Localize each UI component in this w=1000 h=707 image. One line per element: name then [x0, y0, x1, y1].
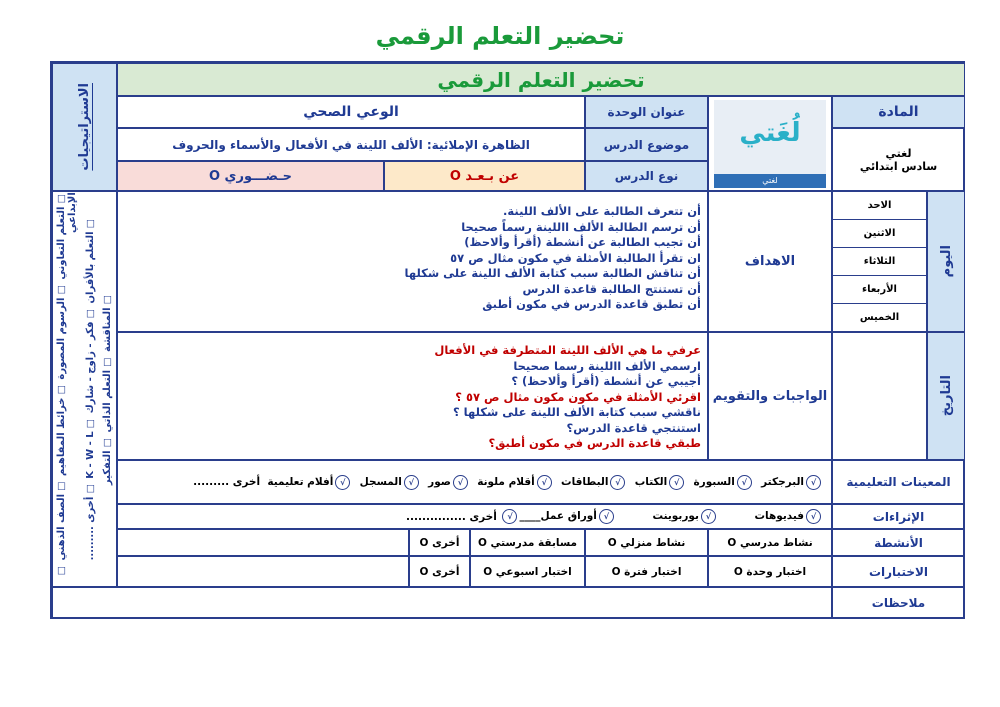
homework-item: طبقي قاعدة الدرس في مكون أطبق؟: [488, 436, 701, 450]
topic-value: الظاهرة الإملائية: الألف اللينة في الأفعال والأسماء والحروف: [117, 128, 585, 161]
homework-label: الواجبات والتقويم: [708, 332, 832, 460]
subject-value-cell: [832, 128, 965, 191]
activity-item[interactable]: أخرى O: [409, 529, 470, 556]
enrichment-row: √فيديوهات √بوربوينت √أوراق عمل____ √ أخرى ...............: [117, 504, 832, 529]
day-label: اليوم: [938, 245, 954, 278]
day-item[interactable]: الثلاثاء: [833, 248, 926, 276]
enrichment-item[interactable]: √بوربوينت: [652, 509, 717, 524]
objective-item: ان تقرأ الطالبة الأمثلة في مكون مثال ص ٥٧: [450, 250, 701, 265]
strategies-label-cell: [52, 63, 117, 191]
logo-cell: [708, 96, 832, 191]
homework-item: اقرئي الأمثلة في مكون مكون مثال ص ٥٧ ؟: [455, 389, 701, 404]
logo-text: لُغَتي: [739, 117, 801, 148]
lesson-plan-table: [50, 61, 965, 619]
strategies-col2[interactable]: ☐ التعلم بالأقران ☐ فكر - زاوج - شارك ☐ K - W - L ☐ أخرى .........: [84, 217, 96, 561]
tests-label: الاختبارات: [832, 556, 965, 587]
date-label: التاريخ: [938, 375, 954, 417]
strategies-label: الاستراتيجيات: [77, 83, 92, 171]
aid-item[interactable]: √الكتاب: [635, 475, 686, 490]
subject-name: لغتي: [885, 146, 912, 160]
test-item[interactable]: اختبار فترة O: [585, 556, 708, 587]
aid-item[interactable]: √أفلام تعليمية: [267, 475, 352, 490]
objective-item: أن تتعرف الطالبة على الألف اللينة.: [503, 204, 701, 218]
aid-item[interactable]: √المسجل: [360, 475, 421, 490]
enrichment-other[interactable]: أخرى ...............: [406, 510, 497, 523]
homework-list: [117, 332, 708, 460]
homework-item: عرفي ما هي الألف اللينة المتطرفة في الأفعال: [434, 343, 701, 357]
activities-label: الأنشطة: [832, 529, 965, 556]
test-item[interactable]: أخرى O: [409, 556, 470, 587]
unit-label: عنوان الوحدة: [585, 96, 708, 128]
day-label-cell: [927, 191, 965, 332]
subject-logo: [714, 100, 826, 188]
page-title: تحضير التعلم الرقمي: [375, 22, 625, 50]
tests-blank: [117, 556, 409, 587]
days-list: [832, 191, 927, 332]
aid-item[interactable]: √السبورة: [693, 475, 753, 490]
objectives-list: [117, 191, 708, 332]
objectives-label: الاهداف: [708, 191, 832, 332]
day-item[interactable]: الأربعاء: [833, 276, 926, 304]
activity-item[interactable]: نشاط مدرسي O: [708, 529, 832, 556]
activities-blank: [117, 529, 409, 556]
aids-label: المعينات التعليمية: [832, 460, 965, 504]
objective-item: أن تستنتج الطالبة قاعدة الدرس: [522, 281, 701, 296]
homework-item: استنتجي قاعدة الدرس؟: [566, 420, 701, 435]
enrichment-label: الإثراءات: [832, 504, 965, 529]
strategies-list: [52, 191, 117, 587]
table-title: تحضير التعلم الرقمي: [437, 67, 645, 92]
date-label-cell: [927, 332, 965, 460]
subject-grade: سادس ابتدائي: [859, 159, 938, 173]
subject-label: المادة: [832, 96, 965, 128]
objective-item: أن تناقش الطالبة سبب كتابة الألف اللينة على شكلها: [404, 266, 701, 280]
test-item[interactable]: اختبار اسبوعي O: [470, 556, 585, 587]
enrichment-item[interactable]: √فيديوهات: [754, 509, 823, 524]
activity-item[interactable]: نشاط منزلي O: [585, 529, 708, 556]
aid-item[interactable]: √أقلام ملونة: [477, 475, 553, 490]
aid-item[interactable]: √البرجكتر: [761, 475, 823, 490]
topic-label: موضوع الدرس: [585, 128, 708, 161]
notes-label: ملاحظات: [832, 587, 965, 619]
logo-caption: لغتي: [714, 174, 826, 188]
unit-value: الوعي الصحي: [117, 96, 585, 128]
strategies-col1[interactable]: ☐ التعلم التعاوني ☐ الرسوم المصورة ☐ خرائط المفاهيم ☐ الصف الذهني ☐ الإبداعي: [56, 192, 79, 575]
objective-item: أن تطبق قاعدة الدرس في مكون أطبق: [482, 297, 701, 311]
day-item[interactable]: الاثنين: [833, 220, 926, 248]
activity-item[interactable]: مسابقة مدرستي O: [470, 529, 585, 556]
notes-value[interactable]: [52, 587, 832, 619]
day-item[interactable]: الاحد: [833, 192, 926, 220]
aid-other[interactable]: أخرى .........: [193, 476, 261, 488]
date-value-cell[interactable]: [832, 332, 927, 460]
strategies-col3[interactable]: ☐ المناقشة ☐ التعلم الذاتي ☐ التفكير: [101, 292, 113, 486]
lesson-type-remote[interactable]: عن بـعـد O: [384, 161, 585, 191]
homework-item: أجيبي عن أنشطة (أقرأ وألاحظ) ؟: [511, 374, 701, 388]
enrichment-item[interactable]: √أوراق عمل____: [519, 509, 615, 524]
table-title-cell: [117, 63, 965, 96]
aid-item[interactable]: √صور: [428, 475, 470, 490]
lesson-type-label: نوع الدرس: [585, 161, 708, 191]
lesson-type-inperson[interactable]: حـضـــوري O: [117, 161, 384, 191]
homework-item: ناقشي سبب كتابة الألف اللينة على شكلها ؟: [453, 405, 701, 419]
day-item[interactable]: الخميس: [859, 312, 900, 323]
test-item[interactable]: اختبار وحدة O: [708, 556, 832, 587]
aid-item[interactable]: √البطاقات: [561, 475, 627, 490]
objective-item: أن تجيب الطالبة عن أنشطة (أقرأ وألاحظ): [464, 235, 701, 249]
objective-item: أن ترسم الطالبة الألف االلينة رسماً صحيحا: [461, 219, 701, 234]
aids-row: [117, 460, 832, 504]
homework-item: ارسمي الألف االلينة رسما صحيحا: [513, 358, 701, 373]
